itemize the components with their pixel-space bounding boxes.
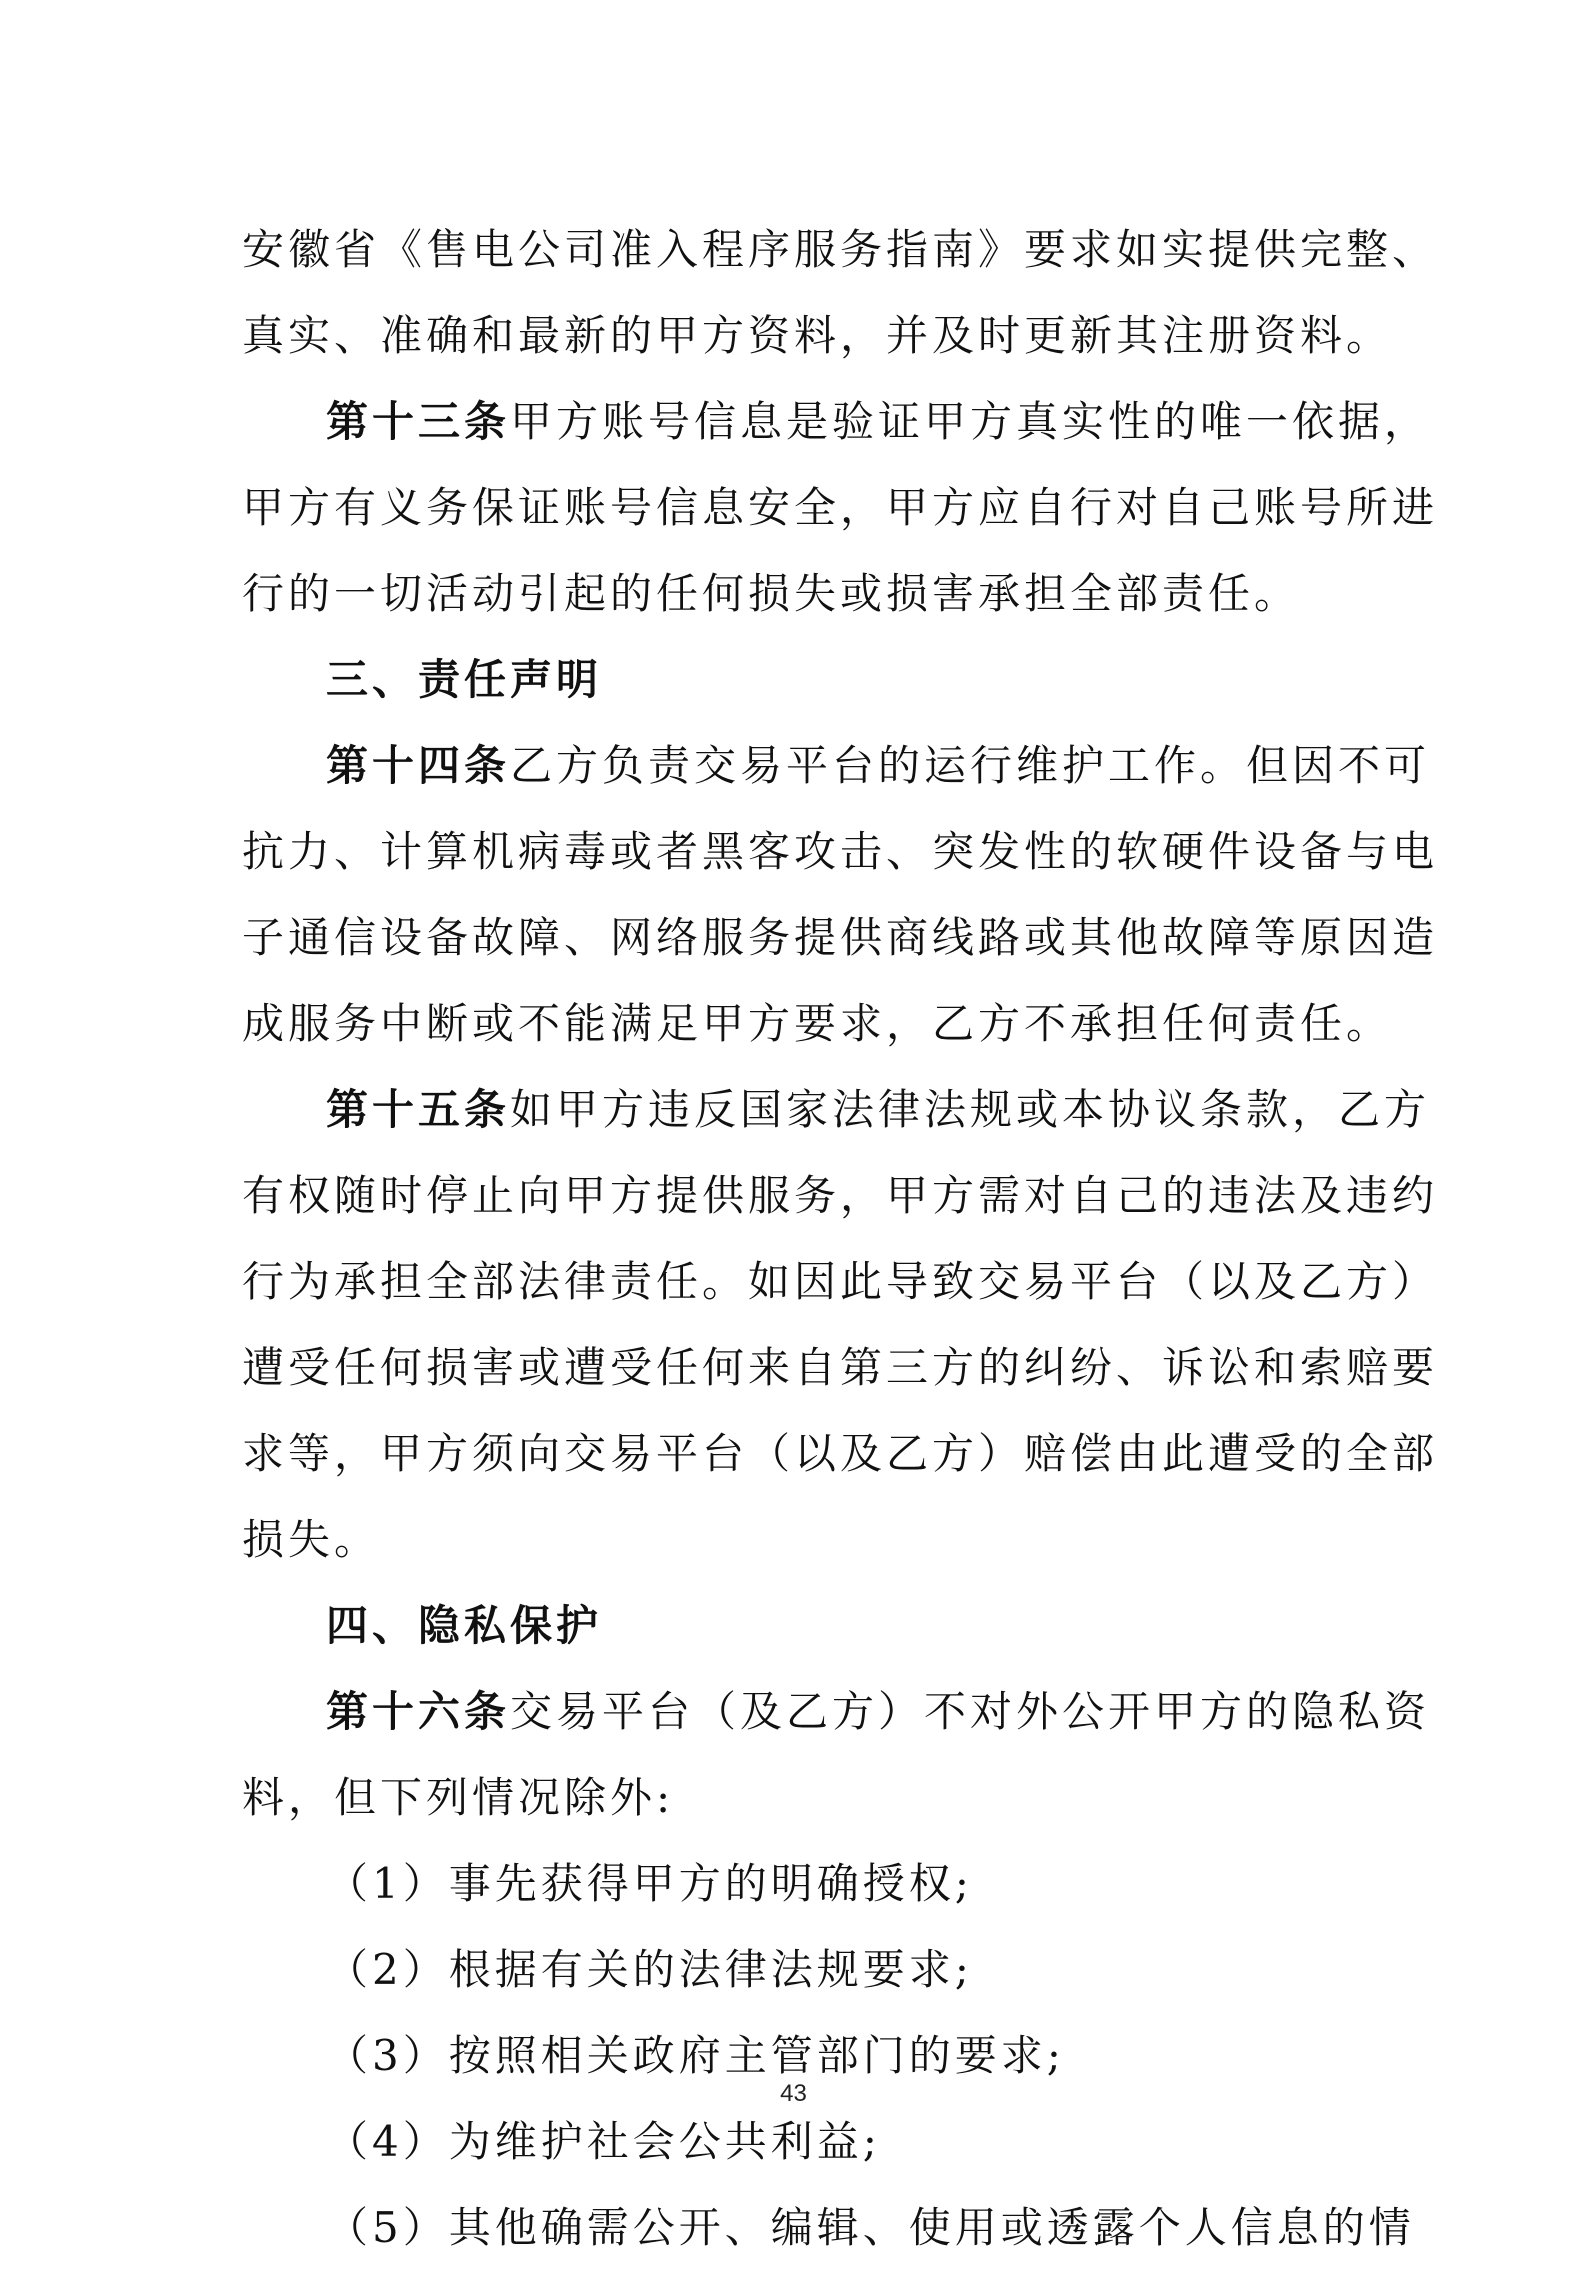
paragraph-line <box>242 551 1354 637</box>
paragraph-line <box>242 1411 1439 1497</box>
section-heading-3 <box>242 637 1354 723</box>
line-text: 损失。 <box>242 1515 381 1564</box>
article-16-line <box>242 1669 1431 1755</box>
list-item-text: （2）根据有关的法律法规要求; <box>326 1945 973 1994</box>
paragraph-line <box>242 1239 1439 1325</box>
line-text: 甲方有义务保证账号信息安全，甲方应自行对自己账号所进 <box>242 483 1439 532</box>
line-text: 安徽省《售电公司准入程序服务指南》要求如实提供完整、 <box>242 225 1439 274</box>
list-item-text: （5）其他确需公开、编辑、使用或透露个人信息的情 <box>326 2203 1415 2252</box>
list-item-text: （3）按照相关政府主管部门的要求; <box>326 2031 1065 2080</box>
paragraph-line <box>242 895 1439 981</box>
article-13-line <box>242 379 1431 465</box>
line-text: 料，但下列情况除外: <box>242 1773 675 1822</box>
section-heading-4 <box>242 1583 1354 1669</box>
article-15-line <box>242 1067 1431 1153</box>
page-number: 43 <box>780 2080 807 2107</box>
list-item-text: （1）事先获得甲方的明确授权; <box>326 1859 973 1908</box>
line-text: 行的一切活动引起的任何损失或损害承担全部责任。 <box>242 569 1301 618</box>
line-text: 成服务中断或不能满足甲方要求，乙方不承担任何责任。 <box>242 999 1393 1048</box>
document-body <box>242 207 1439 2271</box>
paragraph-line <box>242 1755 1354 1841</box>
article-14-line <box>242 723 1431 809</box>
line-text: 子通信设备故障、网络服务提供商线路或其他故障等原因造 <box>242 913 1439 962</box>
paragraph-line <box>242 981 1393 1067</box>
article-16-label: 第十六条 <box>326 1687 511 1736</box>
paragraph-line <box>242 207 1439 293</box>
paragraph-line <box>242 1497 1354 1583</box>
line-text: 真实、准确和最新的甲方资料，并及时更新其注册资料。 <box>242 311 1393 360</box>
list-item <box>242 2099 1354 2185</box>
line-text: 抗力、计算机病毒或者黑客攻击、突发性的软硬件设备与电 <box>242 827 1439 876</box>
line-text: 求等，甲方须向交易平台（以及乙方）赔偿由此遭受的全部 <box>242 1429 1439 1478</box>
line-text: 乙方负责交易平台的运行维护工作。但因不可 <box>510 741 1431 790</box>
paragraph-line <box>242 809 1439 895</box>
list-item-text: （4）为维护社会公共利益; <box>326 2117 881 2166</box>
line-text: 有权随时停止向甲方提供服务，甲方需对自己的违法及违约 <box>242 1171 1439 1220</box>
line-text: 交易平台（及乙方）不对外公开甲方的隐私资 <box>510 1687 1431 1736</box>
paragraph-line <box>242 293 1393 379</box>
line-text: 行为承担全部法律责任。如因此导致交易平台（以及乙方） <box>242 1257 1439 1306</box>
section-heading-text: 四、隐私保护 <box>326 1601 603 1650</box>
section-heading-text: 三、责任声明 <box>326 655 603 704</box>
list-item <box>242 2185 1415 2271</box>
line-text: 遭受任何损害或遭受任何来自第三方的纠纷、诉讼和索赔要 <box>242 1343 1439 1392</box>
paragraph-line <box>242 1153 1439 1239</box>
paragraph-line <box>242 1325 1439 1411</box>
article-13-label: 第十三条 <box>326 397 511 446</box>
line-text: 如甲方违反国家法律法规或本协议条款，乙方 <box>510 1085 1431 1134</box>
list-item <box>242 1841 1354 1927</box>
article-14-label: 第十四条 <box>326 741 511 790</box>
article-15-label: 第十五条 <box>326 1085 511 1134</box>
paragraph-line <box>242 465 1439 551</box>
line-text: 甲方账号信息是验证甲方真实性的唯一依据， <box>510 397 1431 446</box>
list-item <box>242 1927 1354 2013</box>
